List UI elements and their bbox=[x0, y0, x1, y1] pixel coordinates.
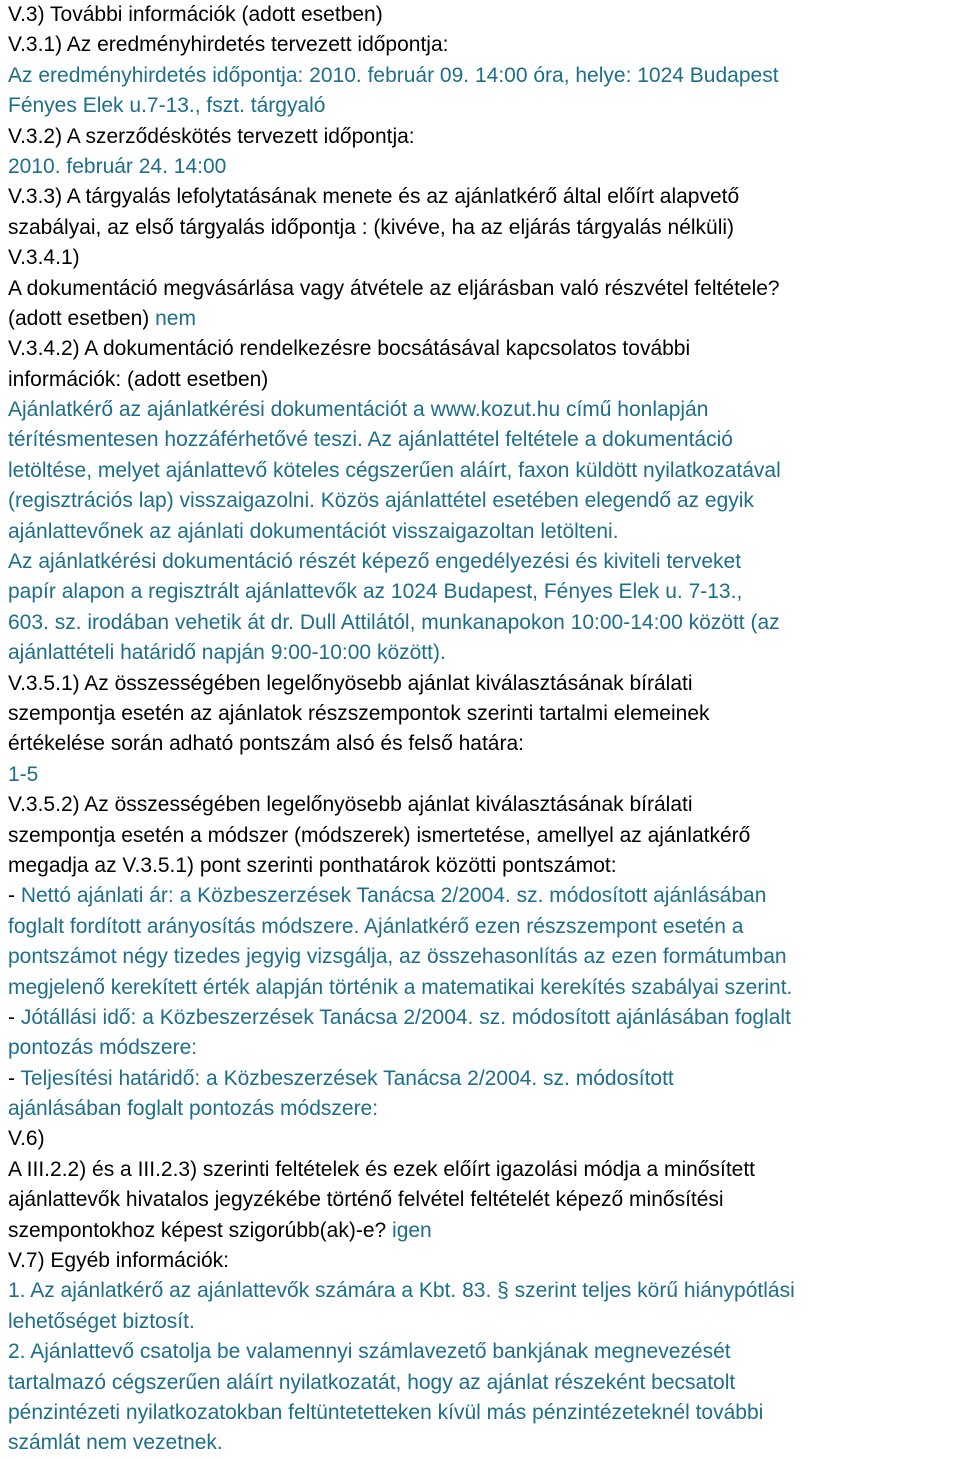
text-line bbox=[8, 456, 960, 486]
text-line bbox=[8, 274, 960, 304]
highlighted-text: 1-5 bbox=[8, 762, 39, 786]
text-line bbox=[8, 334, 960, 364]
body-text: V.7) Egyéb információk: bbox=[8, 1249, 230, 1273]
highlighted-text: ajánlásában foglalt pontozás módszere: bbox=[8, 1097, 379, 1121]
body-text: megadja az V.3.5.1) pont szerinti ponthatárok közötti pontszámot: bbox=[8, 853, 617, 877]
text-line bbox=[8, 1033, 960, 1063]
highlighted-text: foglalt fordított arányosítás módszere. Ajánlatkérő ezen részszempont esetén a bbox=[8, 914, 744, 938]
body-text: V.3) További információk (adott esetben) bbox=[8, 3, 383, 26]
text-line bbox=[8, 304, 960, 334]
highlighted-text: pénzintézeti nyilatkozatokban feltüntetetteken kívül más pénzintézeteknél további bbox=[8, 1400, 764, 1424]
body-text: (adott esetben) bbox=[8, 306, 156, 330]
body-text: szempontokhoz képest szigorúbb(ak)-e? bbox=[8, 1218, 393, 1242]
body-text: V.3.2) A szerződéskötés tervezett időpontja: bbox=[8, 124, 415, 148]
text-line bbox=[8, 1003, 960, 1033]
highlighted-text: Az ajánlatkérési dokumentáció részét képező engedélyezési és kiviteli terveket bbox=[8, 550, 742, 574]
highlighted-text: letöltése, melyet ajánlattevő köteles cégszerűen aláírt, faxon küldött nyilatkozatával bbox=[8, 458, 781, 482]
highlighted-text: (regisztrációs lap) visszaigazolni. Közös ajánlattétel esetében elegendő az egyik bbox=[8, 489, 754, 513]
highlighted-text: ajánlattételi határidő napján 9:00-10:00 között). bbox=[8, 641, 446, 665]
text-line bbox=[8, 699, 960, 729]
highlighted-text: Jótállási idő: a Közbeszerzések Tanácsa 2/2004. sz. módosított ajánlásában foglalt bbox=[20, 1005, 791, 1029]
text-line bbox=[8, 91, 960, 121]
highlighted-text: Nettó ajánlati ár: a Közbeszerzések Tanácsa 2/2004. sz. módosított ajánlásában bbox=[20, 884, 767, 908]
body-text: szempontja esetén az ajánlatok részszempontok szerinti tartalmi elemeinek bbox=[8, 701, 710, 725]
text-line bbox=[8, 395, 960, 425]
text-line bbox=[8, 1428, 960, 1458]
text-line bbox=[8, 61, 960, 91]
text-line bbox=[8, 821, 960, 851]
highlighted-text: nem bbox=[155, 306, 196, 330]
body-text: - bbox=[8, 884, 21, 908]
text-line bbox=[8, 669, 960, 699]
text-line bbox=[8, 425, 960, 455]
body-text: V.3.5.1) Az összességében legelőnyösebb ajánlat kiválasztásának bírálati bbox=[8, 671, 693, 695]
text-line bbox=[8, 1185, 960, 1215]
body-text: - bbox=[8, 1066, 21, 1090]
highlighted-text: papír alapon a regisztrált ajánlattevők az 1024 Budapest, Fényes Elek u. 7-13., bbox=[8, 580, 743, 604]
text-line bbox=[8, 243, 960, 273]
text-line bbox=[8, 1398, 960, 1428]
text-line bbox=[8, 1337, 960, 1367]
highlighted-text: igen bbox=[392, 1218, 432, 1242]
text-line bbox=[8, 122, 960, 152]
text-line bbox=[8, 30, 960, 60]
highlighted-text: 603. sz. irodában vehetik át dr. Dull Attilától, munkanapokon 10:00-14:00 között (az bbox=[8, 610, 780, 634]
highlighted-text: számlát nem vezetnek. bbox=[8, 1431, 223, 1455]
body-text: V.6) bbox=[8, 1127, 45, 1151]
body-text: értékelése során adható pontszám alsó és felső határa: bbox=[8, 732, 524, 756]
text-line bbox=[8, 182, 960, 212]
text-line bbox=[8, 973, 960, 1003]
text-line bbox=[8, 729, 960, 759]
highlighted-text: Az eredményhirdetés időpontja: 2010. február 09. 14:00 óra, helye: 1024 Budapest bbox=[8, 63, 779, 87]
body-text: A dokumentáció megvásárlása vagy átvétele az eljárásban való részvétel feltétele? bbox=[8, 276, 780, 300]
text-line bbox=[8, 638, 960, 668]
highlighted-text: tartalmazó cégszerűen aláírt nyilatkozatát, hogy az ajánlat részeként becsatolt bbox=[8, 1370, 736, 1394]
text-line bbox=[8, 1094, 960, 1124]
text-line bbox=[8, 1155, 960, 1185]
text-line bbox=[8, 760, 960, 790]
highlighted-text: 1. Az ajánlatkérő az ajánlattevők számára a Kbt. 83. § szerint teljes körű hiánypótlási bbox=[8, 1279, 795, 1303]
body-text: szempontja esetén a módszer (módszerek) ismertetése, amellyel az ajánlatkérő bbox=[8, 823, 751, 847]
text-line bbox=[8, 0, 960, 30]
text-line bbox=[8, 486, 960, 516]
text-line bbox=[8, 517, 960, 547]
text-line bbox=[8, 577, 960, 607]
highlighted-text: térítésmentesen hozzáférhetővé teszi. Az ajánlattétel feltétele a dokumentáció bbox=[8, 428, 733, 452]
body-text: V.3.4.1) bbox=[8, 246, 80, 270]
text-line bbox=[8, 365, 960, 395]
highlighted-text: pontszámot négy tizedes jegyig vizsgálja, az összehasonlítás az ezen formátumban bbox=[8, 945, 787, 969]
text-line bbox=[8, 790, 960, 820]
body-text: - bbox=[8, 1005, 21, 1029]
body-text: V.3.1) Az eredményhirdetés tervezett időpontja: bbox=[8, 33, 449, 57]
text-line bbox=[8, 547, 960, 577]
text-line bbox=[8, 1064, 960, 1094]
text-line bbox=[8, 152, 960, 182]
body-text: ajánlattevők hivatalos jegyzékébe történő felvétel feltételét képező minősítési bbox=[8, 1188, 724, 1212]
highlighted-text: lehetőséget biztosít. bbox=[8, 1309, 195, 1333]
text-line bbox=[8, 851, 960, 881]
text-line bbox=[8, 912, 960, 942]
text-line bbox=[8, 1246, 960, 1276]
text-line bbox=[8, 1216, 960, 1246]
text-line bbox=[8, 1307, 960, 1337]
highlighted-text: pontozás módszere: bbox=[8, 1036, 198, 1060]
body-text: V.3.5.2) Az összességében legelőnyösebb ajánlat kiválasztásának bírálati bbox=[8, 793, 693, 817]
body-text: információk: (adott esetben) bbox=[8, 367, 269, 391]
text-line bbox=[8, 1124, 960, 1154]
text-line bbox=[8, 1368, 960, 1398]
text-line bbox=[8, 942, 960, 972]
body-text: szabályai, az első tárgyalás időpontja : (kivéve, ha az eljárás tárgyalás nélküli) bbox=[8, 215, 735, 239]
text-line bbox=[8, 881, 960, 911]
highlighted-text: Ajánlatkérő az ajánlatkérési dokumentációt a www.kozut.hu című honlapján bbox=[8, 398, 709, 422]
text-line bbox=[8, 213, 960, 243]
body-text: V.3.3) A tárgyalás lefolytatásának menete és az ajánlatkérő által előírt alapvető bbox=[8, 185, 740, 209]
highlighted-text: ajánlattevőnek az ajánlati dokumentációt visszaigazoltan letölteni. bbox=[8, 519, 619, 543]
highlighted-text: 2. Ajánlattevő csatolja be valamennyi számlavezető bankjának megnevezését bbox=[8, 1340, 731, 1364]
body-text: V.3.4.2) A dokumentáció rendelkezésre bocsátásával kapcsolatos további bbox=[8, 337, 691, 361]
highlighted-text: Fényes Elek u.7-13., fszt. tárgyaló bbox=[8, 94, 326, 118]
highlighted-text: Teljesítési határidő: a Közbeszerzések Tanácsa 2/2004. sz. módosított bbox=[20, 1066, 674, 1090]
text-line bbox=[8, 608, 960, 638]
text-line bbox=[8, 1276, 960, 1306]
highlighted-text: 2010. február 24. 14:00 bbox=[8, 154, 227, 178]
body-text: A III.2.2) és a III.2.3) szerinti feltételek és ezek előírt igazolási módja a minősített bbox=[8, 1157, 756, 1181]
highlighted-text: megjelenő kerekített érték alapján történik a matematikai kerekítés szabályai szerint. bbox=[8, 975, 793, 999]
